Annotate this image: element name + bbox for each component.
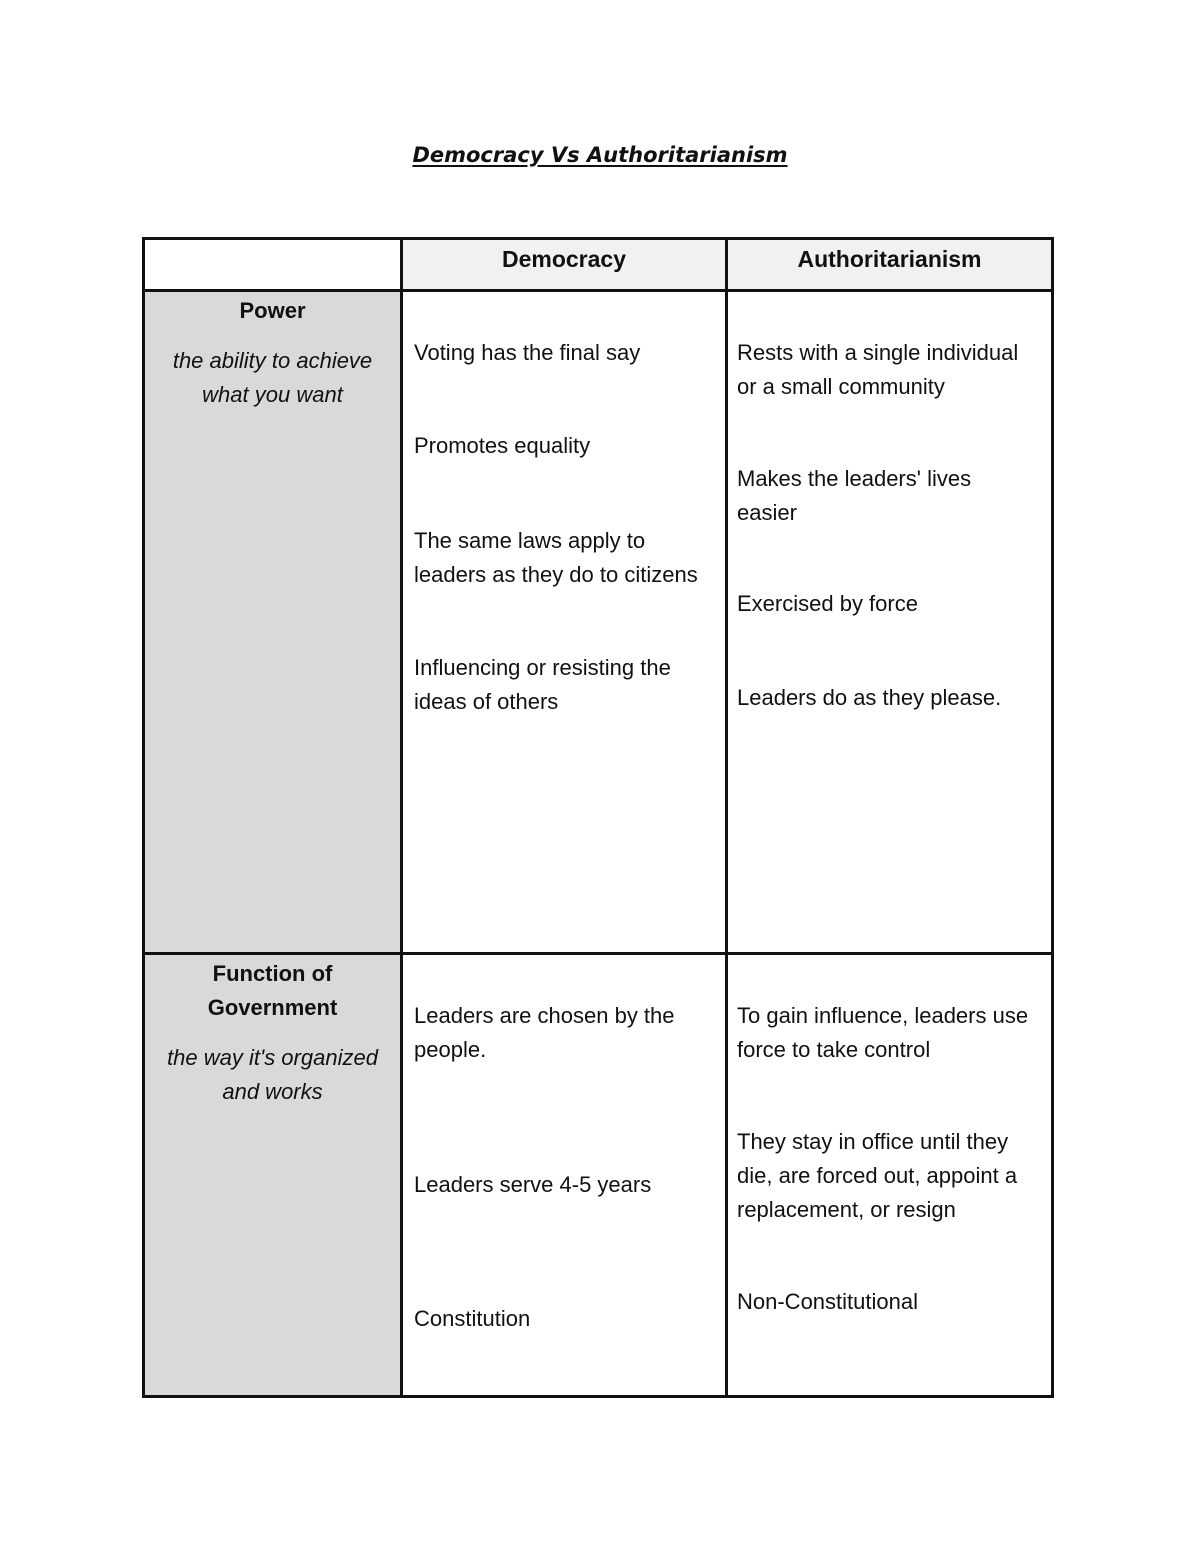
table-row-power <box>144 291 1053 954</box>
row-label-power: Power <box>239 298 306 323</box>
header-authoritarianism: Authoritarianism <box>727 239 1053 291</box>
democracy-power-entry: Voting has the final say <box>414 340 641 365</box>
democracy-power-entry: Promotes equality <box>414 433 591 458</box>
row-definition-function: the way it's organized and works <box>167 1045 378 1104</box>
header-corner-cell <box>144 239 402 291</box>
authoritarianism-power-entry: Makes the leaders' lives easier <box>737 466 972 525</box>
row-definition-power: the ability to achieve what you want <box>172 348 373 407</box>
row-label-function: Function of Government <box>207 961 338 1020</box>
democracy-power-entry: The same laws apply to leaders as they do to citizens <box>414 528 698 587</box>
document-title: Democracy Vs Authoritarianism <box>412 143 788 167</box>
authoritarianism-power-entry: Rests with a single individual or a small community <box>737 340 1019 399</box>
row-label-cell-function <box>144 954 402 1397</box>
democracy-cell-function <box>402 954 727 1397</box>
authoritarianism-function-entry: Non-Constitutional <box>737 1289 918 1314</box>
authoritarianism-power-entry: Leaders do as they please. <box>737 685 1002 710</box>
header-democracy: Democracy <box>402 239 727 291</box>
row-label-cell-power <box>144 291 402 954</box>
authoritarianism-power-entry: Exercised by force <box>737 591 918 616</box>
authoritarianism-function-entry: To gain influence, leaders use force to take control <box>737 1003 1029 1062</box>
democracy-function-entry: Leaders serve 4-5 years <box>414 1172 652 1197</box>
authoritarianism-function-entry: They stay in office until they die, are forced out, appoint a replacement, or resign <box>737 1129 1018 1222</box>
authoritarianism-cell-function <box>727 954 1053 1397</box>
header-row <box>144 239 1053 291</box>
democracy-function-entry: Constitution <box>414 1306 531 1331</box>
democracy-power-entry: Influencing or resisting the ideas of others <box>414 655 671 714</box>
comparison-table <box>142 237 1054 1398</box>
democracy-function-entry: Leaders are chosen by the people. <box>414 1003 675 1062</box>
table-row-function <box>144 954 1053 1397</box>
democracy-cell-power <box>402 291 727 954</box>
authoritarianism-cell-power <box>727 291 1053 954</box>
